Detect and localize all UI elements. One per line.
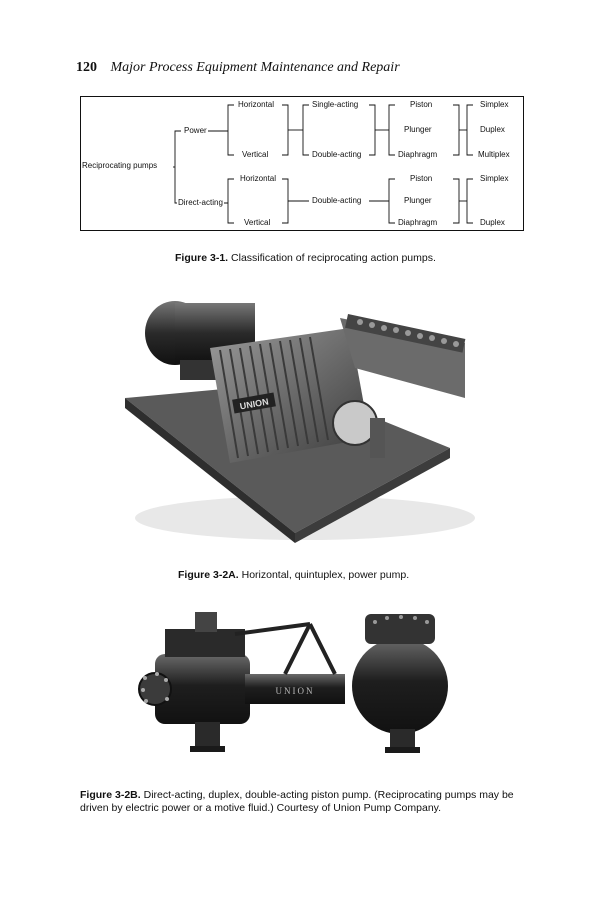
- label-duplex-top: Duplex: [480, 125, 505, 134]
- label-piston-top: Piston: [410, 100, 433, 109]
- label-plunger-top: Plunger: [404, 125, 432, 134]
- pump-b-nameplate: UNION: [275, 686, 315, 696]
- label-power: Power: [184, 126, 207, 135]
- label-duplex-bottom: Duplex: [480, 218, 505, 227]
- label-multiplex: Multiplex: [478, 150, 510, 159]
- book-title: Major Process Equipment Maintenance and Repair: [110, 60, 400, 75]
- label-reciprocating-pumps: Reciprocating pumps: [82, 161, 158, 170]
- label-da-horizontal: Horizontal: [240, 174, 277, 183]
- figure-3-2a-caption: [178, 569, 409, 582]
- pump-photo-direct-acting: [135, 604, 457, 756]
- figure-3-2b-caption: [80, 789, 524, 815]
- label-diaphragm-top: Diaphragm: [398, 150, 438, 159]
- label-single-acting: Single-acting: [312, 100, 359, 109]
- label-power-horizontal: Horizontal: [238, 100, 275, 109]
- label-double-acting-bottom: Double-acting: [312, 196, 362, 205]
- page-number: 120: [76, 60, 97, 75]
- classification-diagram: [80, 96, 524, 231]
- label-direct-acting: Direct-acting: [178, 198, 223, 207]
- label-da-vertical: Vertical: [244, 218, 271, 227]
- figure-3-2a-text: Horizontal, quintuplex, power pump.: [241, 569, 410, 581]
- figure-3-2b-text: Direct-acting, duplex, double-acting piston pump. (Reciprocating pumps may be driven by electric power or a motive fluid.) Courtesy of Union Pump Company.: [80, 789, 514, 814]
- figure-3-1-caption: [175, 252, 436, 265]
- figure-3-1-text: Classification of reciprocating action pumps.: [231, 252, 436, 264]
- label-double-acting-top: Double-acting: [312, 150, 362, 159]
- running-header: [76, 60, 536, 76]
- label-piston-bottom: Piston: [410, 174, 433, 183]
- figure-3-2a-label: Figure 3-2A.: [178, 569, 239, 581]
- label-power-vertical: Vertical: [242, 150, 269, 159]
- pump-a-nameplate: UNION: [239, 396, 270, 412]
- figure-3-2b-label: Figure 3-2B.: [80, 789, 141, 801]
- label-plunger-bottom: Plunger: [404, 196, 432, 205]
- pump-photo-quintuplex: [120, 288, 482, 550]
- label-simplex-top: Simplex: [480, 100, 509, 109]
- label-diaphragm-bottom: Diaphragm: [398, 218, 438, 227]
- figure-3-1-label: Figure 3-1.: [175, 252, 229, 264]
- label-simplex-bottom: Simplex: [480, 174, 509, 183]
